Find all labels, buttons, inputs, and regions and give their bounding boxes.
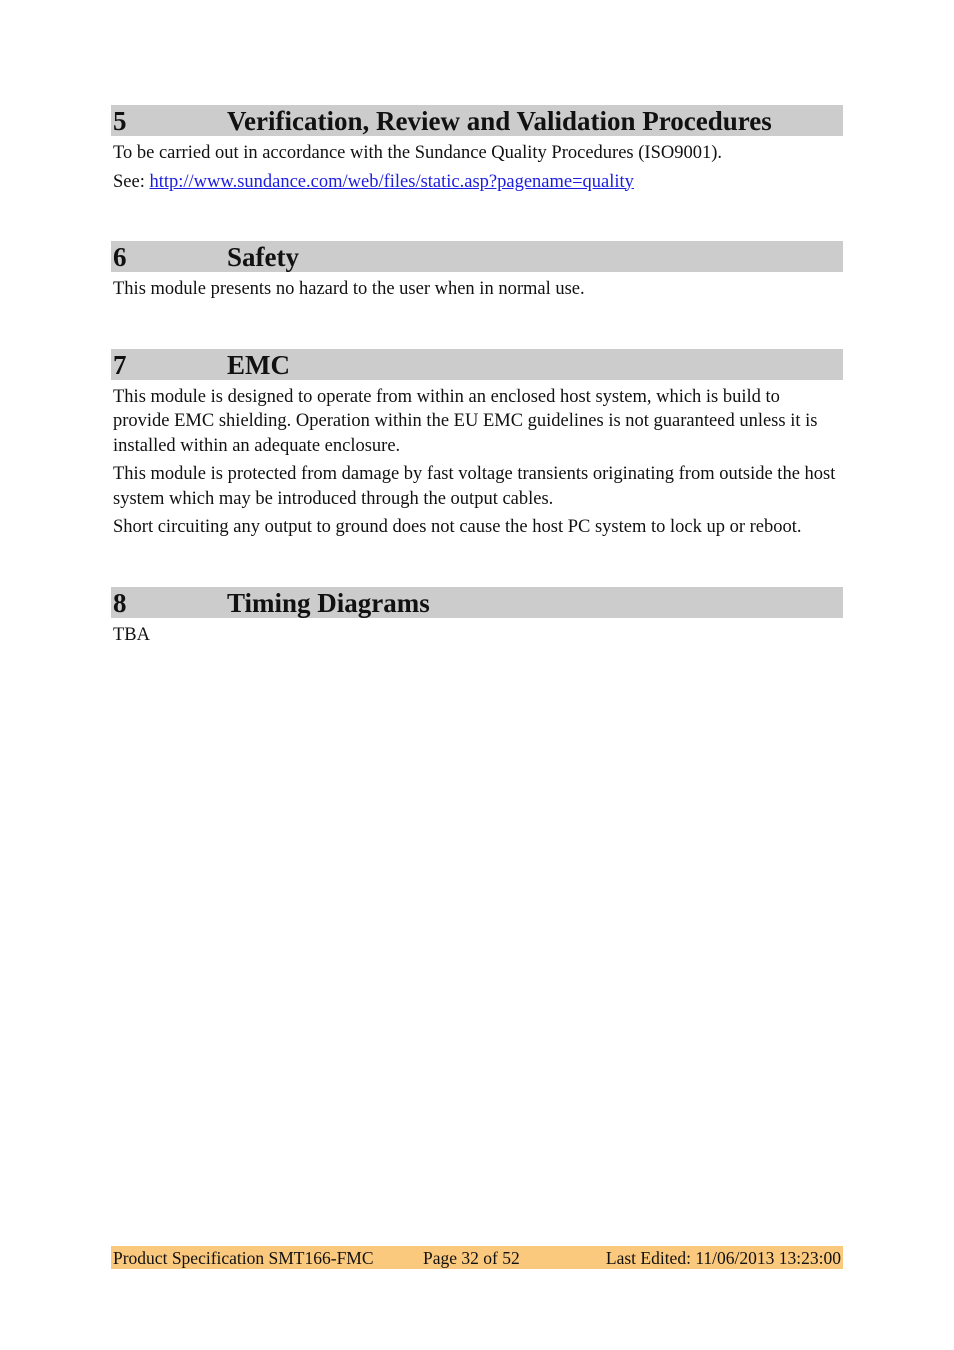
section-8 [111,587,843,648]
section-7 [111,349,843,540]
footer-last-edited: Last Edited: 11/06/2013 13:23:00 [605,1248,841,1268]
section-heading [111,587,843,618]
section-title: Verification, Review and Validation Procedures [227,106,772,136]
section-title: Timing Diagrams [227,587,430,618]
section-6 [111,241,843,302]
section-heading [111,241,843,272]
paragraph: TBA [113,624,150,645]
section-5 [111,105,843,194]
page-footer [111,1246,843,1269]
paragraph: This module presents no hazard to the user when in normal use. [113,279,585,299]
section-title: EMC [227,349,290,380]
paragraph: Short circuiting any output to ground does not cause the host PC system to lock up or reboot. [113,517,802,537]
section-number: 7 [113,349,127,380]
footer-product: Product Specification SMT166-FMC [113,1248,374,1268]
see-line [113,170,841,195]
paragraph: This module is designed to operate from within an enclosed host system, which is build to provide EMC shielding. Operation within the EU EMC guidelines is not guaranteed unless it is installed within an adequate enclosure. [113,386,818,456]
paragraph: To be carried out in accordance with the Sundance Quality Procedures (ISO9001). [113,143,723,163]
section-number: 6 [113,242,127,272]
section-number: 5 [113,106,127,136]
section-heading [111,105,843,136]
quality-procedures-link[interactable]: http://www.sundance.com/web/files/static.asp?pagename=quality [149,171,634,192]
footer-page-number: Page 32 of 52 [423,1248,520,1268]
paragraph: This module is protected from damage by fast voltage transients originating from outside the host system which may be introduced through the output cables. [113,464,836,509]
document-page [111,105,843,647]
see-label: See: [113,171,150,192]
section-title: Safety [227,242,299,272]
section-number: 8 [113,587,127,618]
section-heading [111,349,843,380]
